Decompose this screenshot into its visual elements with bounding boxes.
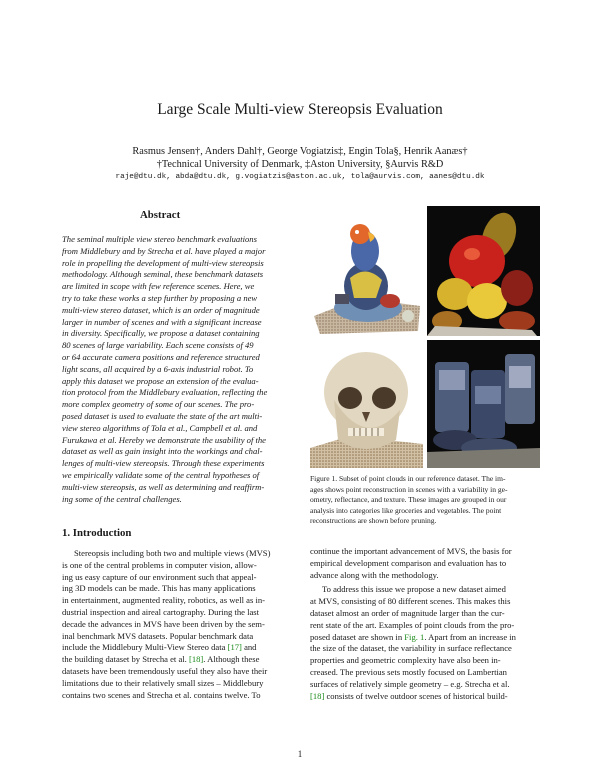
paper-title: Large Scale Multi-view Stereopsis Evaluation bbox=[157, 101, 443, 118]
citation-link[interactable]: Fig. 1 bbox=[404, 631, 425, 642]
intro-line: creased. The previous sets mostly focused on Lambertian bbox=[310, 666, 507, 677]
abstract-line: multi-view stereo dataset, which is an order of magnitude bbox=[62, 304, 260, 315]
intro-line: [18] consists of twelve outdoor scenes of historical build- bbox=[310, 690, 508, 701]
caption-line: reconstructions are shown before pruning. bbox=[310, 516, 437, 526]
figure-1 bbox=[310, 206, 540, 468]
author-block bbox=[0, 145, 600, 171]
abstract-line: or 64 accurate camera positions and reference structured bbox=[62, 351, 260, 362]
point-cloud-fruit-image bbox=[427, 206, 540, 336]
abstract-body bbox=[62, 234, 292, 505]
abstract-line: role in propelling the development of multi-view stereopsis bbox=[62, 257, 264, 268]
citation-link[interactable]: [17] bbox=[227, 642, 242, 653]
intro-line: include the Middlebury Multi-View Stereo data [17] and bbox=[62, 642, 257, 653]
intro-line: limitations due to their relatively small sizes – Middlebury bbox=[62, 677, 264, 688]
citation-link[interactable]: [18] bbox=[188, 654, 204, 665]
intro-line: surfaces of relatively simple geometry – e.g. Strecha et al. bbox=[310, 678, 510, 689]
intro-line: rent state of the art. Examples of point clouds from the pro- bbox=[310, 619, 515, 630]
point-cloud-cans-image bbox=[427, 340, 540, 468]
abstract-line: apply this dataset we propose an extension of the evalua- bbox=[62, 375, 259, 386]
abstract-line: are limited in scope with few reference scenes. Here, we bbox=[62, 281, 255, 292]
intro-line: advance along with the methodology. bbox=[310, 569, 439, 580]
abstract-line: try to take these works a step further by proposing a new bbox=[62, 292, 258, 303]
intro-line: decade the advances in MVS have been driven by the sem- bbox=[62, 618, 265, 629]
abstract-line: Furukawa et al. Hereby we demonstrate the usability of the bbox=[62, 434, 266, 445]
abstract-line: in diversity. Specifically, we propose a dataset containing bbox=[62, 328, 260, 339]
authors-line: Rasmus Jensen†, Anders Dahl†, George Vogiatzis‡, Engin Tola§, Henrik Aanæs† bbox=[132, 146, 468, 157]
intro-line: dustrial inspection and aireal cartography. During the last bbox=[62, 606, 260, 617]
intro-line: in entertainment, augmented reality, robotics, as well as in- bbox=[62, 595, 266, 606]
intro-line: continue the important advancement of MVS, the basis for bbox=[310, 546, 512, 556]
intro-line: inal benchmark MVS datasets. Popular benchmark data bbox=[62, 630, 254, 641]
abstract-line: ing some of the central challenges. bbox=[62, 493, 182, 504]
intro-line: posed dataset are shown in Fig. 1. Apart from an increase in bbox=[310, 631, 516, 642]
intro-line: the building dataset by Strecha et al. [18]. Although these bbox=[62, 654, 260, 665]
abstract-line: from Middlebury and by Strecha et al. have played a major bbox=[62, 245, 266, 256]
point-cloud-figurine-image bbox=[310, 206, 423, 336]
abstract-line: posed dataset is used to evaluate the state of the art multi- bbox=[62, 410, 263, 421]
intro-line: at MVS, consisting of 80 different scenes. This makes this bbox=[310, 596, 511, 607]
intro-line: Stereopsis including both two and multiple views (MVS) bbox=[74, 548, 271, 558]
intro-line: datasets have been tremendously useful they also have their bbox=[62, 665, 268, 676]
abstract-line: larger in number of scenes and with a significant increase bbox=[62, 316, 262, 327]
caption-line: Figure 1. Subset of point clouds in our reference dataset. The im- bbox=[310, 474, 506, 483]
intro-line: dataset almost an order of magnitude larger than the cur- bbox=[310, 607, 505, 618]
figure-1-caption bbox=[310, 474, 540, 527]
intro-line: To address this issue we propose a new dataset aimed bbox=[322, 584, 506, 595]
abstract-line: multi-view stereopsis, as well as determining and reaffirm- bbox=[62, 481, 265, 492]
author-emails: raje@dtu.dk, abda@dtu.dk, g.vogiatzis@aston.ac.uk, tola@aurvis.com, aanes@dtu.dk bbox=[115, 173, 485, 181]
abstract-line: lenges of multi-view stereopsis. Through these experiments bbox=[62, 458, 265, 469]
abstract-line: 80 scenes of large variability. Each scene consists of 49 bbox=[62, 340, 254, 351]
intro-line: properties and geometric complexity have also been in- bbox=[310, 655, 501, 666]
abstract-line: light scans, all acquired by a 6-axis industrial robot. To bbox=[62, 363, 254, 374]
intro-line: the size of the dataset, the variability in surface reflectance bbox=[310, 643, 512, 654]
intro-line: empirical development comparison and evaluation has to bbox=[310, 557, 507, 568]
citation-link[interactable]: [18] bbox=[310, 690, 325, 701]
intro-line: ing 3D models can be made. This has many applications bbox=[62, 583, 256, 594]
page-number: 1 bbox=[297, 749, 303, 759]
introduction-heading: 1. Introduction bbox=[62, 527, 132, 539]
abstract-line: tion protocol from the Middlebury evaluation, reflecting the bbox=[62, 387, 268, 398]
caption-line: analysis into categories like groceries and vegetables. The point bbox=[310, 505, 502, 515]
introduction-left-column bbox=[62, 548, 292, 701]
abstract-line: dataset as well as gain insight into the workings and chal- bbox=[62, 446, 263, 457]
affiliations-line: †Technical University of Denmark, ‡Aston University, §Aurvis R&D bbox=[156, 159, 444, 170]
introduction-right-column bbox=[310, 546, 540, 702]
abstract-heading: Abstract bbox=[140, 209, 181, 221]
caption-line: ometry, reflectance, and texture. These images are grouped in our bbox=[310, 495, 507, 505]
intro-line: contains two scenes and Strecha et al. contains twelve. To bbox=[62, 689, 261, 700]
caption-line: ages shows point reconstruction in scenes with a variability in ge- bbox=[310, 484, 508, 494]
abstract-line: more complex geometry of some of our scenes. The pro- bbox=[62, 399, 255, 410]
abstract-line: view stereo algorithms of Tola et al., Campbell et al. and bbox=[62, 422, 258, 433]
abstract-line: methodology. Although seminal, these benchmark datasets bbox=[62, 269, 264, 280]
abstract-line: we empirically validate some of the central hypotheses of bbox=[62, 469, 260, 480]
abstract-line: The seminal multiple view stereo benchmark evaluations bbox=[62, 234, 257, 244]
point-cloud-skull-image bbox=[310, 340, 423, 468]
intro-line: is one of the central problems in computer vision, allow- bbox=[62, 559, 257, 570]
intro-line: ing us easy capture of our environment such that appeal- bbox=[62, 571, 257, 582]
